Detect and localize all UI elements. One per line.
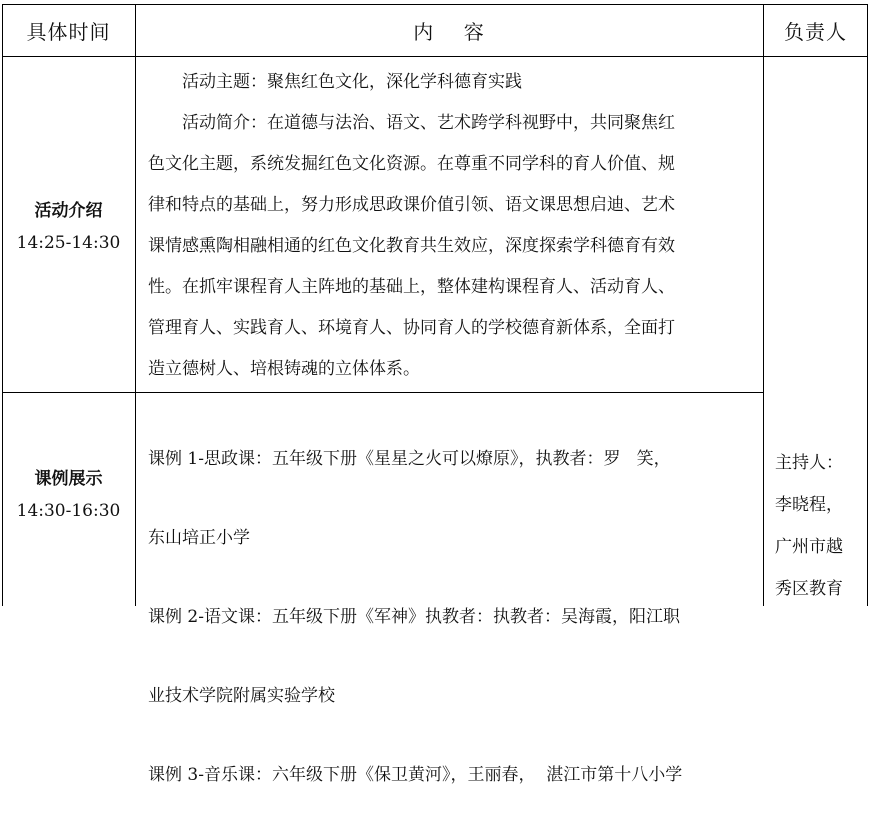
section-intro-time: 14:25-14:30 xyxy=(16,232,121,253)
lesson-line: 课例 2-语文课：五年级下册《军神》执教者：执教者：吴海霞，阳江职 xyxy=(148,607,680,627)
section-intro-title: 活动介绍 xyxy=(34,200,103,221)
responsible-cell xyxy=(775,442,865,610)
intro-line: 造立德树人、培根铸魂的立体体系。 xyxy=(148,359,420,379)
lesson-line: 东山培正小学 xyxy=(148,528,250,548)
section-intro-content xyxy=(148,62,758,390)
host-org-line: 秀区教育 xyxy=(775,579,843,599)
host-label: 主持人： xyxy=(775,453,843,473)
lesson-line: 课例 1-思政课：五年级下册《星星之火可以燎原》，执教者：罗 笑， xyxy=(148,449,671,469)
intro-line: 性。在抓牢课程育人主阵地的基础上，整体建构课程育人、活动育人、 xyxy=(148,277,675,297)
intro-line: 律和特点的基础上，努力形成思政课价值引领、语文课思想启迪、艺术 xyxy=(148,195,675,215)
host-org-line: 广州市越 xyxy=(775,537,843,557)
section-demo-time-cell xyxy=(2,422,135,562)
intro-line: 活动简介：在道德与法治、语文、艺术跨学科视野中，共同聚焦红 xyxy=(182,113,675,133)
section-demo-time: 14:30-16:30 xyxy=(16,500,121,521)
intro-line: 管理育人、实践育人、环境育人、协同育人的学校德育新体系，全面打 xyxy=(148,318,675,338)
header-time: 具体时间 xyxy=(26,19,111,44)
intro-line: 色文化主题，系统发掘红色文化资源。在尊重不同学科的育人价值、规 xyxy=(148,154,675,174)
schedule-table xyxy=(2,4,868,785)
host-name: 李晓程， xyxy=(775,495,843,515)
header-content: 内 容 xyxy=(413,19,485,44)
activity-theme: 活动主题：聚焦红色文化，深化学科德育实践 xyxy=(182,72,522,92)
section-demo-title: 课例展示 xyxy=(34,468,103,489)
lesson-line: 课例 3-音乐课：六年级下册《保卫黄河》，王丽春， 湛江市第十八小学 xyxy=(148,765,683,785)
section-intro-time-cell xyxy=(2,56,135,392)
intro-line: 课情感熏陶相融相通的红色文化教育共生效应，深度探索学科德育有效 xyxy=(148,236,675,256)
lesson-line: 业技术学院附属实验学校 xyxy=(148,686,335,706)
section-demo-content xyxy=(148,401,758,834)
header-responsible: 负责人 xyxy=(784,19,847,44)
